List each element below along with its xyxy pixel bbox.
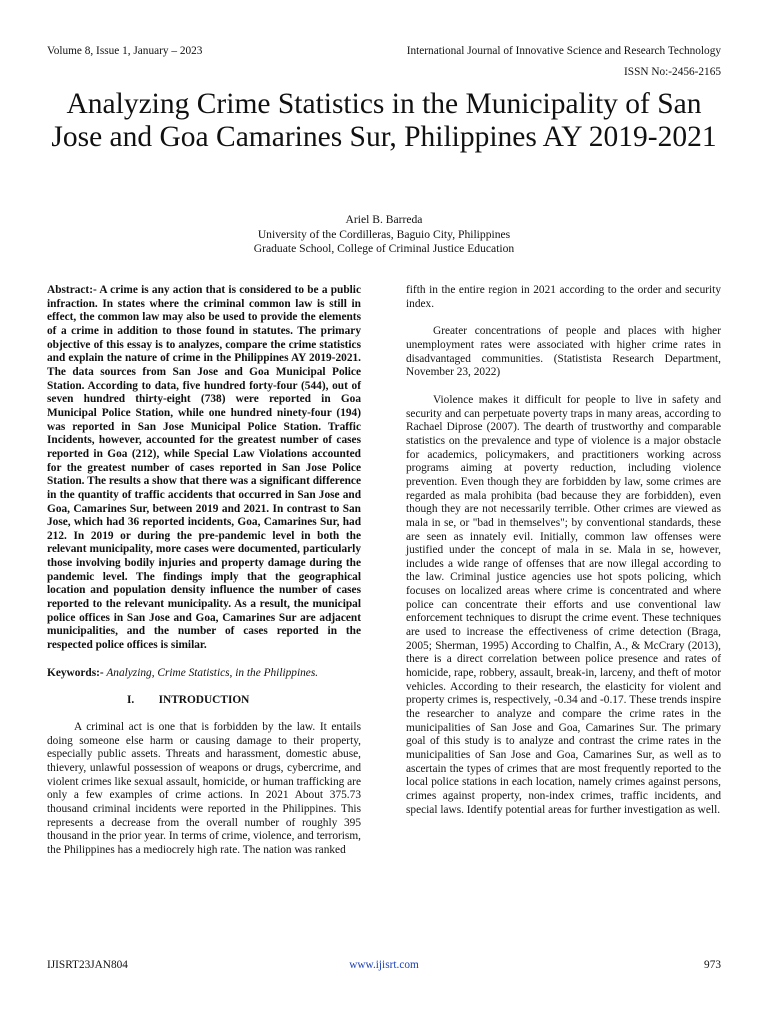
issn-header: ISSN No:-2456-2165 (624, 66, 721, 78)
journal-website-link[interactable]: www.ijisrt.com (349, 959, 419, 971)
left-column (47, 284, 361, 858)
section-number: I. (127, 694, 135, 707)
journal-volume-header: Volume 8, Issue 1, January – 2023 (47, 45, 203, 57)
intro-paragraph-1-continued: fifth in the entire region in 2021 according to the order and security index. (406, 284, 721, 310)
intro-paragraph-3: Violence makes it difficult for people to live in safety and security and can perpetuate poverty traps in many areas, according to Rachael Diprose (2007). The dearth of trustworthy and comparable statistics on the prevalence and type of violence is a major obstacle for academics, policymakers, and practitioners working across programs aiming at poverty reduction, including violence prevention. Even though they are forbidden by law, some crimes are regarded as mala prohibita (bad because they are forbidden), even though they are not necessarily terrible. Other crimes are viewed as mala in se, or "bad in themselves"; by conventional standards, these are seen as innately evil. Initially, common law offenses were justified under the concept of mala in se. Mala in se, however, includes a wide range of offenses that are now illegal according to the law. Criminal justice agencies use hot spots policing, which focuses on localized areas where crime is concentrated and where police can concentrate their efforts and use conventional law enforcement techniques to disrupt the crime event. These techniques are used to increase the effectiveness of crime detection (Braga, 2005; Sherman, 1995) According to Chalfin, A., & McCrary (2013), there is a direct correlation between police presence and rates of homicide, rape, robbery, assault, break-in, larceny, and theft of motor vehicles. According to their research, the elasticity for violent and property crimes is, respectively, -0.34 and -0.17. These trends inspire the researcher to analyze and compare the crime rates in the municipalities of San Jose and Goa, Camarines Sur. The primary goal of this study is to analyze and contrast the crime rates in the municipalities of San Jose and Goa, Camarines Sur, as well as to ascertain the types of crimes that are most frequently reported to the local police stations in each location, namely crimes against persons, crimes against property, non-index crimes, traffic incidents, and special laws. Identify potential areas for further investigation as well. (406, 393, 721, 816)
keywords-label: Keywords:- (47, 666, 104, 679)
page-number: 973 (704, 959, 721, 971)
author-affiliation-university: University of the Cordilleras, Baguio City, Philippines (257, 227, 511, 241)
journal-name-header: International Journal of Innovative Science and Research Technology (406, 45, 721, 57)
author-name: Ariel B. Barreda (345, 213, 423, 226)
author-affiliation-school: Graduate School, College of Criminal Justice Education (253, 242, 515, 256)
article-code-footer: IJISRT23JAN804 (47, 959, 128, 971)
author-block (0, 213, 768, 257)
introduction-heading (47, 694, 361, 708)
abstract-paragraph: Abstract:- A crime is any action that is considered to be a public infraction. In states where the criminal common law is still in effect, the common law may also be used to provide the elements of a crime in addition to those found in statutes. The primary objective of this essay is to analyzes, compare the crime statistics and explain the nature of crime in the Philippines AY 2019-2021. The data sources from San Jose and Goa Municipal Police Station. According to data, five hundred forty-four (544), out of seven hundred thirty-eight (738) were reported in Goa Municipal Police Station, while one hundred ninety-four (194) was reported in San Jose Municipal Police Station. Traffic Incidents, however, accounted for the greatest number of cases reported in Goa (212), while Special Law Violations accounted for the greatest number of cases reported in San Jose Police Station. The results a show that there was a significant difference in the quantity of traffic accidents that occurred in San Jose and Goa, Camarines Sur, between 2019 and 2021. In contrast to San Jose, which had 36 reported incidents, Goa, Camarines Sur, had 212. In 2019 or during the pre-pandemic level in both the relevant municipality, more cases were documented, particularly those involving bodily injuries and property damage during the pandemic level. The findings imply that the geographical location and population density influence the number of cases reported to the relevant municipality. As a result, the municipal police offices in San Jose and Goa, Camarines Sur are adjacent municipalities, and the number of cases reported in the respected police offices is similar. (47, 284, 361, 652)
paper-title: Analyzing Crime Statistics in the Municipality of San Jose and Goa Camarines Sur, Philippines AY 2019-2021 (51, 88, 717, 153)
keywords-paragraph (47, 667, 361, 681)
intro-paragraph-1: A criminal act is one that is forbidden by the law. It entails doing someone else harm or causing damage to their property, especially public assets. Threats and harassment, domestic abuse, thievery, unlawful possession of weapons or drugs, cybercrime, and violent crimes like sexual assault, homicide, or human trafficking are only a few examples of crime actions. In 2021 About 375.73 thousand criminal incidents were reported in the Philippines. This represents a decrease from the overall number of roughly 395 thousand in the prior year. In terms of crime, violence, and terrorism, the Philippines has a mediocrely high rate. The nation was ranked (47, 721, 361, 856)
section-title: INTRODUCTION (158, 694, 250, 707)
keywords-text: Analyzing, Crime Statistics, in the Philippines. (103, 666, 319, 679)
right-column (406, 284, 721, 817)
intro-paragraph-2: Greater concentrations of people and places with higher unemployment rates were associated with higher crime rates in disadvantaged communities. (Statistista Research Department, November 23, 2022) (406, 325, 721, 379)
